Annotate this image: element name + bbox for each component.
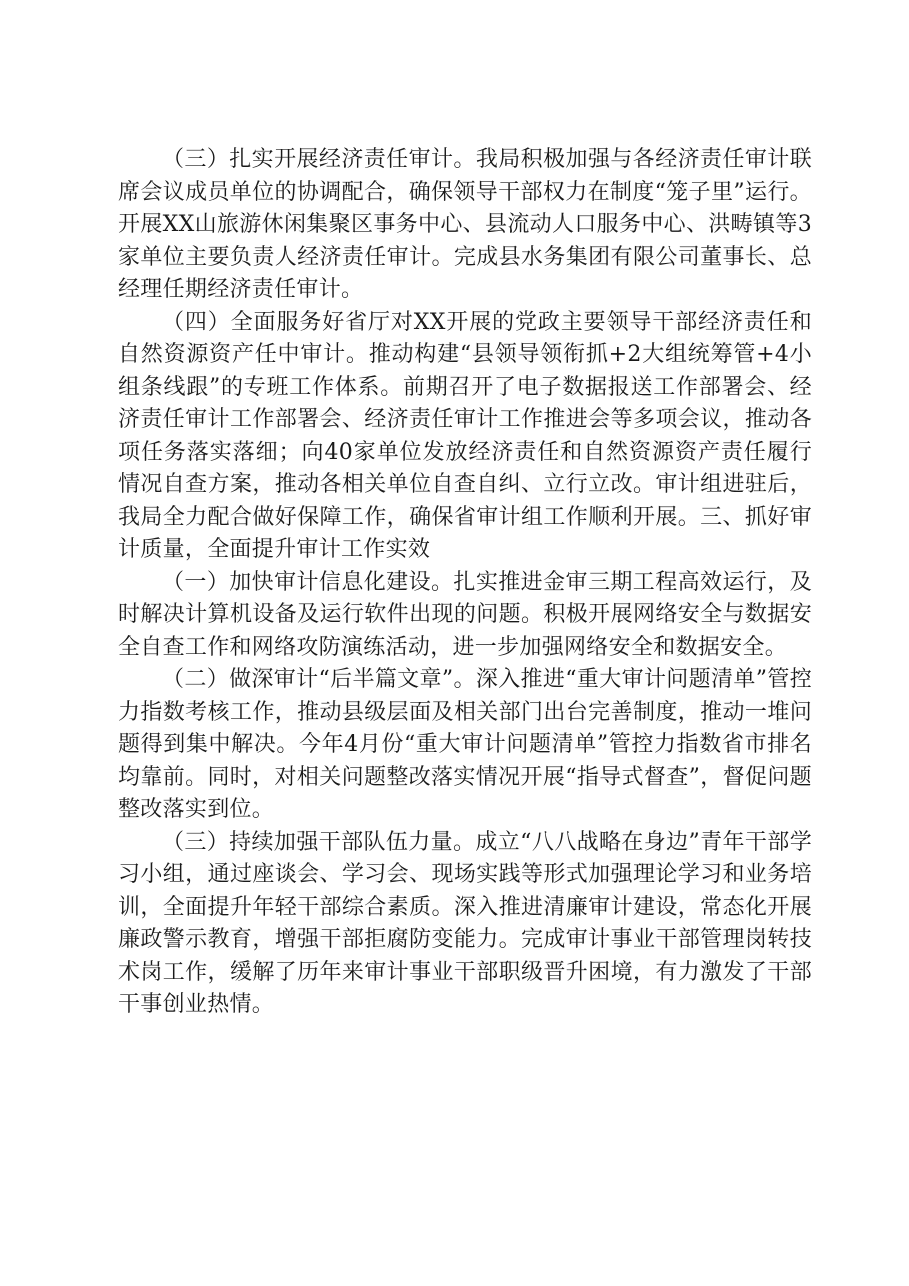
paragraph-team-building: （三）持续加强干部队伍力量。成立“八八战略在身边”青年干部学习小组，通过座谈会、学习会、现场实践等形式加强理论学习和业务培训，全面提升年轻干部综合素质。深入推进清廉审计建设，常态化开展廉政警示教育，增强干部拒腐防变能力。完成审计事业干部管理岗转技术岗工作，缓解了历年来审计事业干部职级晋升困境，有力激发了干部干事创业热情。 [118,829,812,1017]
paragraph-audit-informatization: （一）加快审计信息化建设。扎实推进金审三期工程高效运行，及时解决计算机设备及运行软件出现的问题。积极开展网络安全与数据安全自查工作和网络攻防演练活动，进一步加强网络安全和数据安全。 [118,569,812,660]
paragraph-provincial-audit-service: （四）全面服务好省厅对XX开展的党政主要领导干部经济责任和自然资源资产任中审计。推动构建“县领导领衔抓+2大组统筹管+4小组条线跟”的专班工作体系。前期召开了电子数据报送工作部署会、经济责任审计工作部署会、经济责任审计工作推进会等多项会议，推动各项任务落实落细；向40家单位发放经济责任和自然资源资产责任履行情况自查方案，推动各相关单位自查自纠、立行立改。审计组进驻后，我局全力配合做好保障工作，确保省审计组工作顺利开展。三、抓好审计质量，全面提升审计工作实效 [118,309,812,562]
paragraph-audit-rectification: （二）做深审计“后半篇文章”。深入推进“重大审计问题清单”管控力指数考核工作，推动县级层面及相关部门出台完善制度，推动一堆问题得到集中解决。今年4月份“重大审计问题清单”管控力指数省市排名均靠前。同时，对相关问题整改落实情况开展“指导式督查”，督促问题整改落实到位。 [118,667,812,822]
document-body [118,144,812,1022]
paragraph-economic-responsibility-audit: （三）扎实开展经济责任审计。我局积极加强与各经济责任审计联席会议成员单位的协调配合，确保领导干部权力在制度“笼子里”运行。开展XX山旅游休闲集聚区事务中心、县流动人口服务中心、洪畴镇等3家单位主要负责人经济责任审计。完成县水务集团有限公司董事长、总经理任期经济责任审计。 [118,147,812,302]
